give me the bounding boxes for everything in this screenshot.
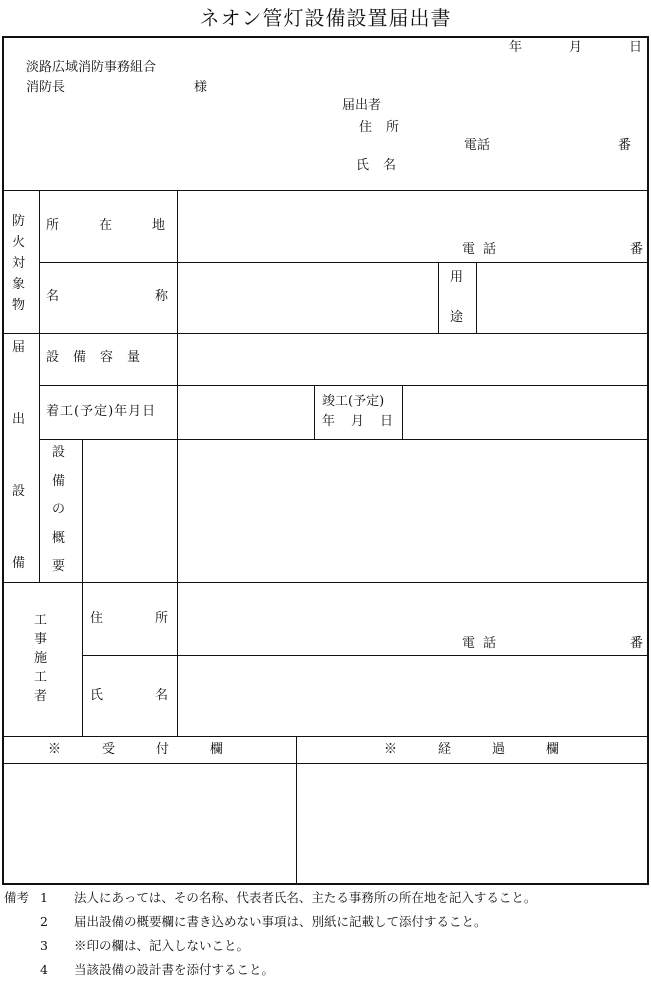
notifier-address-text: 住所 — [359, 120, 414, 135]
vline-end-label-right — [402, 385, 403, 439]
equipment-end-label-line1: 竣工(予定) — [322, 394, 385, 409]
vline-summary-label — [82, 439, 83, 582]
remark-text: 届出設備の概要欄に書き込めない事項は、別紙に記載して添付すること。 — [74, 914, 487, 929]
divider-contractor-bottom — [4, 736, 647, 737]
target-location-label: 所在地 — [46, 218, 206, 233]
vline-group-left — [39, 190, 40, 582]
date-day: 日 — [629, 40, 643, 55]
contractor-phone-label: 電話 — [462, 636, 505, 651]
notifier-label: 届出者 — [342, 98, 382, 113]
remark-row: 備考 1 法人にあっては、その名称、代表者氏名、主たる事務所の所在地を記入すること。 — [4, 888, 644, 912]
vline-equipment-labels — [177, 333, 178, 582]
date-month: 月 — [569, 40, 583, 55]
office-progress-label: ※ 経 過 欄 — [384, 742, 574, 757]
vline-target-labels — [177, 190, 178, 333]
vline-end-label-left — [314, 385, 315, 439]
page-title: ネオン管灯設備設置届出書 — [199, 6, 452, 30]
target-phone-label: 電話 — [462, 242, 505, 257]
divider-contractor-mid — [82, 655, 647, 656]
office-reception-label: ※ 受 付 欄 — [48, 742, 238, 757]
contractor-name-label: 氏名 — [90, 688, 221, 703]
equipment-group-label: 届 出 設 備 — [12, 340, 26, 571]
remark-row: 4 当該設備の設計書を添付すること。 — [4, 960, 644, 984]
date-year: 年 — [509, 40, 523, 55]
notifier-name-label: 氏名 — [356, 158, 411, 173]
notifier-address-label — [359, 120, 414, 136]
equipment-end-label-line2: 年月日 — [322, 414, 410, 429]
divider-target-mid — [39, 262, 647, 263]
recipient-org: 淡路広域消防事務組合 — [26, 60, 157, 75]
equipment-summary-label: 設 備 の 概 要 — [52, 445, 66, 574]
remarks — [4, 888, 644, 984]
remarks-heading: 備考 — [4, 890, 30, 905]
target-group-label: 防 火 対 象 物 — [12, 214, 26, 313]
vline-usage-left — [438, 262, 439, 333]
notifier-phone-ban: 番 — [618, 138, 632, 153]
vline-office — [296, 736, 297, 883]
divider-capacity — [39, 385, 647, 386]
notifier-phone-label: 電話 — [464, 138, 491, 153]
equipment-start-label: 着工(予定)年月日 — [46, 404, 157, 419]
remark-text: ※印の欄は、記入しないこと。 — [74, 938, 250, 953]
target-name-label: 名称 — [46, 289, 265, 304]
divider-equipment-bottom — [4, 582, 647, 583]
vline-usage-right — [476, 262, 477, 333]
recipient-chief: 消防長 — [26, 80, 66, 95]
remark-text: 当該設備の設計書を添付すること。 — [74, 962, 275, 977]
target-usage-label: 用 途 — [450, 270, 464, 325]
vline-contractor-labels — [177, 582, 178, 736]
divider-header — [4, 190, 647, 191]
divider-target-bottom — [4, 333, 647, 334]
contractor-address-label: 住所 — [90, 611, 221, 626]
remark-text: 法人にあっては、その名称、代表者氏名、主たる事務所の所在地を記入すること。 — [74, 890, 537, 905]
remark-row: 3 ※印の欄は、記入しないこと。 — [4, 936, 644, 960]
recipient-honorific: 様 — [194, 80, 208, 95]
contractor-group-label: 工 事 施 工 者 — [34, 613, 48, 704]
divider-office-header — [4, 763, 647, 764]
divider-dates — [39, 439, 647, 440]
equipment-capacity-label: 設備容量 — [46, 350, 155, 365]
contractor-phone-ban: 番 — [630, 636, 644, 651]
form-frame — [2, 36, 649, 885]
target-phone-ban: 番 — [630, 242, 644, 257]
vline-contractor-group — [82, 582, 83, 736]
remark-row: 2 届出設備の概要欄に書き込めない事項は、別紙に記載して添付すること。 — [4, 912, 644, 936]
